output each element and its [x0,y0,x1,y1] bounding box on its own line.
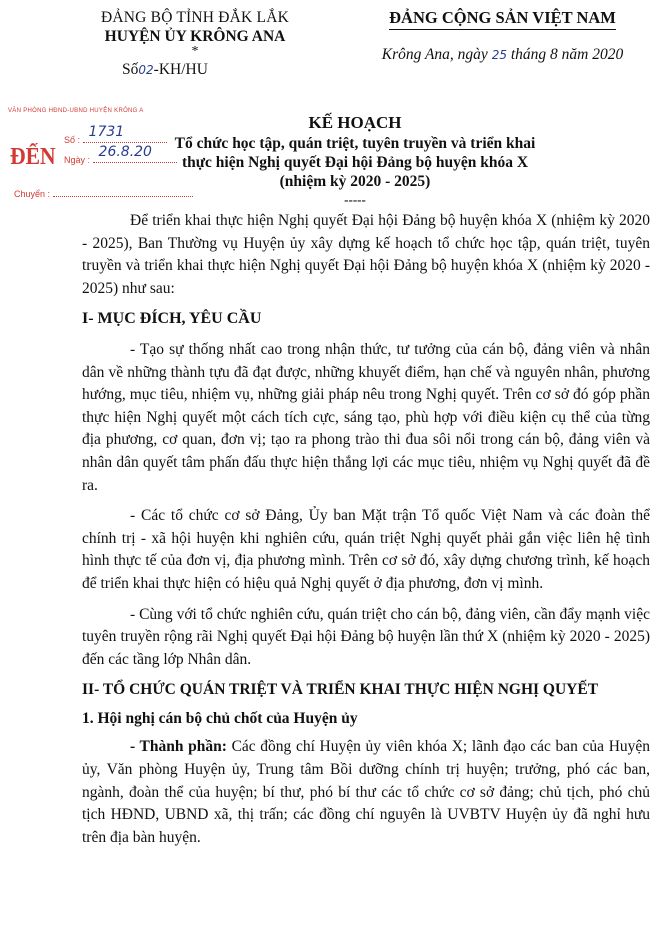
section-1-title: I- MỤC ĐÍCH, YÊU CẦU [82,310,262,328]
stamp-ngay-value: 26.8.20 [98,144,152,160]
header-left [80,8,310,80]
title-line-2: thực hiện Nghị quyết Đại hội Đảng bộ huyện khóa X [181,154,529,171]
received-stamp [4,106,170,206]
participants-text: Các đồng chí Huyện ủy viên khóa X; lãnh đạo các ban của Huyện ủy, Văn phòng Huyện ủy, Trung tâm Bồi dưỡng chính trị huyện; trưởng, phó các ban, ngành, đoàn thể của huyện; bí thư, phó bí thư các tổ chức cơ sở đảng; chủ tịch, phó chủ tịch HĐND, UBND xã, thị trấn; các đồng chí nguyên là UVBTV Huyện ủy đã nghỉ hưu trên địa bàn huyện. [82,738,651,846]
participants-label: - Thành phần: [130,738,227,756]
title-divider: ----- [344,192,366,207]
section-1-paragraph-3: - Cùng với tổ chức nghiên cứu, quán triệt cho cán bộ, đảng viên, cần đẩy mạnh việc tuyên truyền rộng rãi Nghị quyết Đại hội Đảng bộ huyện lần thứ X (nhiệm kỳ 2020 - 2025) đến các tầng lớp Nhân dân. [82,605,650,668]
title-line-1: Tổ chức học tập, quán triệt, tuyên truyền và triển khai [174,135,536,152]
date-suffix: tháng 8 năm 2020 [510,46,624,63]
date-day: 25 [491,48,507,62]
document-title [150,112,560,207]
stamp-ngay-label: Ngày : [64,155,91,165]
subsection-1-title: 1. Hội nghị cán bộ chủ chốt của Huyện ủy [82,709,358,727]
date-prefix: Krông Ana, ngày [381,46,488,63]
stamp-office: VĂN PHÒNG HĐND-UBND HUYỆN KRÔNG A [8,108,144,114]
subsection-1-paragraph [82,736,650,849]
number-handwritten: 02 [138,63,154,77]
title-line-3: (nhiệm kỳ 2020 - 2025) [279,173,431,190]
number-prefix: Số [122,61,139,78]
document-number [80,60,310,80]
org-line-2: HUYỆN ỦY KRÔNG ANA [104,28,286,45]
title-heading: KẾ HOẠCH [308,113,402,132]
section-2-title: II- TỔ CHỨC QUÁN TRIỆT VÀ TRIỂN KHAI THỰC HIỆN NGHỊ QUYẾT [82,681,599,699]
section-1-paragraph-2: - Các tổ chức cơ sở Đảng, Ủy ban Mặt trận Tổ quốc Việt Nam và các đoàn thể chính trị - xã hội huyện khi nghiên cứu, quán triệt Nghị quyết phải gắn việc liên hệ tình hình thực tế của đơn vị, địa phương mình. Trên cơ sở đó, xây dựng chương trình, kế hoạch để triển khai thực hiện có hiệu quả Nghị quyết ở địa phương, đơn vị mình. [82,507,650,592]
org-line-1: ĐẢNG BỘ TỈNH ĐẮK LẮK [101,9,289,26]
stamp-den: ĐẾN [10,144,56,170]
party-name: ĐẢNG CỘNG SẢN VIỆT NAM [389,8,616,30]
stamp-so-value: 1731 [88,124,125,140]
document-date [345,46,660,64]
header-star: * [191,44,199,59]
document-body [82,210,650,857]
section-1-paragraph-1: - Tạo sự thống nhất cao trong nhận thức, tư tưởng của cán bộ, đảng viên và nhân dân về những thành tựu đã đạt được, những khuyết điểm, hạn chế và nguyên nhân, phương hướng, mục tiêu, nhiệm vụ, những giải pháp nêu trong Nghị quyết. Trên cơ sở đó góp phần thực hiện Nghị quyết một cách tích cực, sáng tạo, phù hợp với điều kiện cụ thể của từng địa phương, cơ quan, đơn vị; tạo ra phong trào thi đua sôi nổi trong cán bộ, đảng viên và nhân dân quyết tâm phấn đấu thực hiện thắng lợi các mục tiêu, nhiệm vụ Nghị quyết đã đề ra. [82,340,650,494]
number-suffix: -KH/HU [153,61,208,78]
intro-paragraph: Để triển khai thực hiện Nghị quyết Đại hội Đảng bộ huyện khóa X (nhiệm kỳ 2020 - 2025), Ban Thường vụ Huyện ủy xây dựng kế hoạch tổ chức học tập, quán triệt, tuyên truyền và triển khai thực hiện Nghị quyết Đại hội Đảng bộ huyện khóa X (nhiệm kỳ 2020 - 2025) như sau: [82,212,650,297]
stamp-chuyen-label: Chuyển : [14,189,51,199]
header-right [345,8,660,64]
stamp-so-label: Số : [64,135,81,145]
